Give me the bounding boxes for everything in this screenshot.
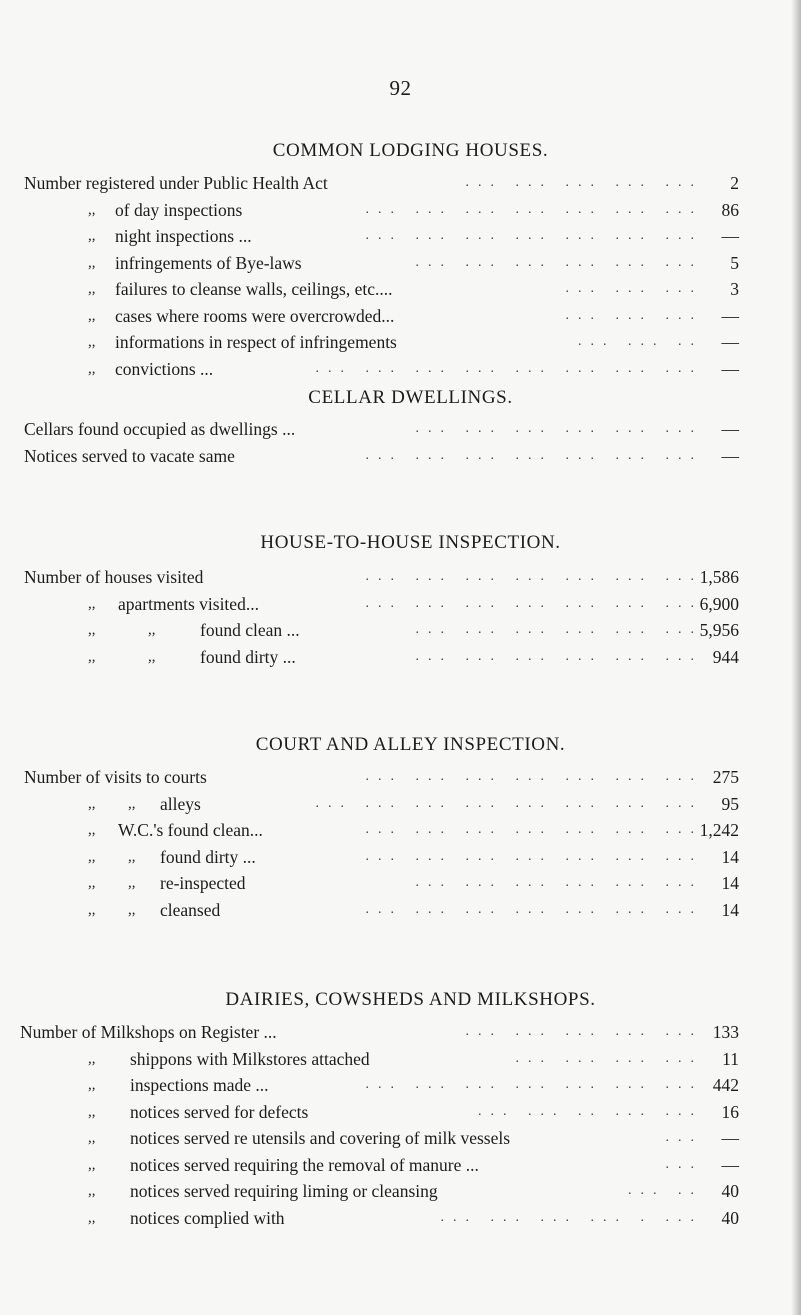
row-label: Notices served to vacate same [24,445,235,466]
row-value: 86 [721,199,739,220]
row-value: 1,586 [699,567,739,587]
row-label: re-inspected [160,873,246,893]
row-value: 40 [721,1207,739,1228]
ditto-mark: ,, [88,201,96,218]
section-cellar-dwellings [0,386,801,469]
row-label: found clean ... [200,620,300,640]
section-title: COMMON LODGING HOUSES. [272,140,549,161]
dot-leaders: ... ... ... ... ... ... ... ... [315,795,703,811]
row-value: — [721,226,739,246]
dot-leaders: ... .. [628,1183,703,1198]
row-value: 40 [721,1181,739,1201]
ditto-mark: ,, [128,875,136,891]
row-label: notices served for defects [130,1101,309,1122]
section-house-to-house-inspection [0,531,801,670]
ditto-mark: ,, [88,1156,96,1173]
ditto-mark: ,, [88,1077,96,1093]
ditto-mark: ,, [128,795,136,812]
table-row [0,870,801,897]
ditto-mark: ,, [88,281,96,297]
row-label: notices served re utensils and covering of milk vessels [130,1128,511,1148]
row-value: 5,956 [699,620,739,640]
table-row [0,303,801,330]
row-label: of day inspections [115,199,243,220]
dot-leaders: ... ... ... [565,281,703,296]
row-value: 275 [712,767,739,787]
dot-leaders: ... ... .. [578,334,703,349]
ditto-mark: ,, [88,254,96,271]
dot-leaders: ... ... ... ... ... [465,175,703,190]
row-label: Number of Milkshops on Register ... [20,1022,277,1042]
table-row [0,1099,801,1126]
table-row [0,329,801,356]
ditto-mark: ,, [88,1209,96,1226]
dot-leaders: ... ... ... ... . ... [440,1209,703,1225]
row-label: Cellars found occupied as dwellings ... [24,419,296,439]
row-label: convictions ... [115,358,214,379]
dot-leaders: ... ... ... ... ... ... ... [365,228,703,243]
dot-leaders: ... ... ... ... ... ... ... [365,595,703,611]
section-title: COURT AND ALLEY INSPECTION. [255,734,566,755]
table-row [0,443,801,470]
ditto-mark: ,, [88,1130,96,1146]
row-label: Number registered under Public Health Act [24,173,328,193]
dot-leaders: ... ... ... ... ... ... ... [365,201,703,217]
row-label: informations in respect of infringements [115,332,397,352]
row-label: night inspections ... [115,226,252,246]
table-row [0,223,801,250]
table-row [0,1178,801,1205]
section-title: HOUSE-TO-HOUSE INSPECTION. [260,532,561,553]
row-label: notices complied with [130,1207,285,1228]
dot-leaders: ... [665,1156,703,1172]
table-row [0,817,801,844]
ditto-mark: ,, [148,622,156,638]
ditto-mark: ,, [88,822,96,838]
row-label: alleys [160,793,201,814]
row-value: — [721,419,739,439]
dot-leaders: ... ... ... ... ... ... [415,875,703,890]
ditto-mark: ,, [88,334,96,350]
dot-leaders: ... ... ... ... ... ... [415,622,703,637]
table-row [0,1046,801,1073]
ditto-mark: ,, [88,901,96,918]
ditto-mark: ,, [88,1183,96,1199]
dot-leaders: ... ... ... ... [515,1050,703,1066]
row-value: 133 [712,1022,739,1042]
page-edge-shadow [791,0,801,1315]
table-row [0,1152,801,1179]
table-row [0,276,801,303]
row-value: 442 [712,1075,739,1095]
dot-leaders: ... ... ... ... ... ... ... [365,848,703,864]
row-label: Number of houses visited [24,567,204,587]
table-row [0,897,801,924]
row-label: W.C.'s found clean... [118,820,263,840]
row-value: 5 [730,252,739,273]
ditto-mark: ,, [88,648,96,665]
row-label: apartments visited... [118,593,259,614]
dot-leaders: ... ... ... [565,307,703,323]
ditto-mark: ,, [88,875,96,891]
ditto-mark: ,, [88,848,96,865]
ditto-mark: ,, [88,1103,96,1120]
table-row [0,1019,801,1046]
section-dairies-cowsheds-milkshops [0,988,801,1231]
table-row [0,844,801,871]
row-label: infringements of Bye-laws [115,252,302,273]
row-value: 1,242 [699,820,739,840]
ditto-mark: ,, [128,901,136,918]
row-value: 16 [721,1101,739,1122]
ditto-mark: ,, [88,595,96,612]
row-value: — [721,445,739,466]
row-value: 6,900 [699,593,739,614]
dot-leaders: ... ... ... ... ... ... [415,254,703,270]
dot-leaders: ... ... ... ... ... ... ... [365,569,703,584]
ditto-mark: ,, [88,622,96,638]
ditto-mark: ,, [148,648,156,665]
ditto-mark: ,, [128,848,136,865]
row-label: found dirty ... [160,846,256,867]
row-value: — [721,1154,739,1175]
row-label: shippons with Milkstores attached [130,1048,370,1069]
table-row [0,644,801,671]
table-row [0,170,801,197]
row-value: — [721,358,739,379]
section-court-and-alley-inspection [0,733,801,923]
ditto-mark: ,, [88,1050,96,1067]
row-label: notices served requiring liming or cleansing [130,1181,438,1201]
table-row [0,250,801,277]
row-value: 2 [730,173,739,193]
row-value: — [721,332,739,352]
dot-leaders: ... ... ... ... ... ... ... [365,1077,703,1092]
row-value: — [721,1128,739,1148]
dot-leaders: ... ... ... ... ... ... ... ... [315,360,703,376]
row-value: 14 [721,846,739,867]
dot-leaders: ... ... ... ... ... ... [415,648,703,664]
row-label: Number of visits to courts [24,767,207,787]
dot-leaders: ... ... ... ... ... ... [415,421,703,436]
table-row [0,591,801,618]
dot-leaders: ... ... ... ... ... [465,1024,703,1039]
table-row [0,1125,801,1152]
section-common-lodging-houses [0,139,801,382]
row-value: — [721,305,739,326]
table-row [0,1072,801,1099]
dot-leaders: ... ... ... ... ... ... ... [365,901,703,917]
table-row [0,1205,801,1232]
section-title: CELLAR DWELLINGS. [308,387,513,408]
table-row [0,791,801,818]
row-value: 95 [721,793,739,814]
ditto-mark: ,, [88,228,96,244]
section-title: DAIRIES, COWSHEDS AND MILKSHOPS. [225,989,596,1010]
row-label: found dirty ... [200,646,296,667]
table-row [0,617,801,644]
dot-leaders: ... ... ... ... ... ... ... [365,769,703,784]
row-value: 11 [722,1048,739,1069]
table-row [0,564,801,591]
row-label: notices served requiring the removal of manure ... [130,1154,479,1175]
ditto-mark: ,, [88,795,96,812]
row-label: failures to cleanse walls, ceilings, etc.... [115,279,393,299]
table-row [0,764,801,791]
row-label: cases where rooms were overcrowded... [115,305,395,326]
dot-leaders: ... ... ... ... ... ... ... [365,447,703,463]
row-value: 14 [721,873,739,893]
ditto-mark: ,, [88,360,96,377]
row-value: 3 [730,279,739,299]
row-value: 944 [712,646,739,667]
row-label: cleansed [160,899,221,920]
row-value: 14 [721,899,739,920]
dot-leaders: ... [665,1130,703,1145]
ditto-mark: ,, [88,307,96,324]
page-number: 92 [389,76,412,100]
dot-leaders: ... ... ... ... ... ... ... [365,822,703,837]
table-row [0,197,801,224]
row-label: inspections made ... [130,1075,269,1095]
table-row [0,356,801,383]
dot-leaders: ... ... .. ... ... [478,1103,703,1119]
table-row [0,416,801,443]
